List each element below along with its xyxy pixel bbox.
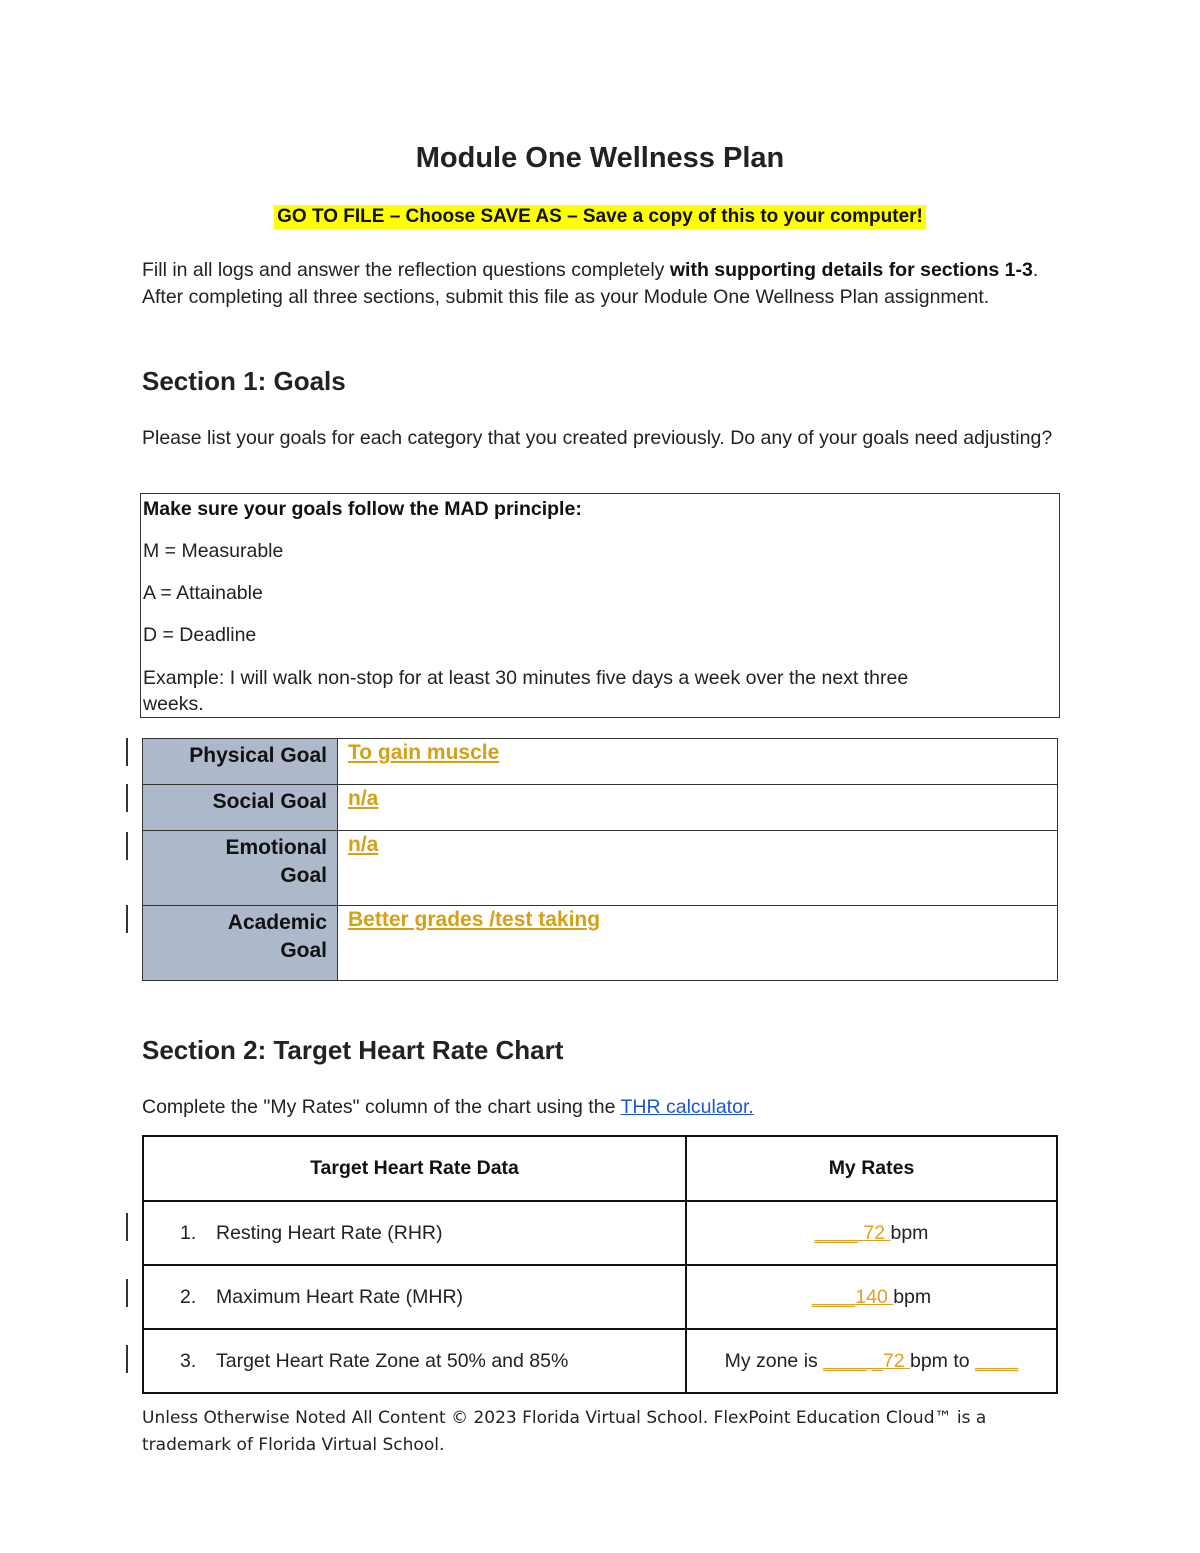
- table-row: [143, 1201, 1057, 1265]
- section1-prompt: Please list your goals for each category that you created previously. Do any of your goals need adjusting?: [142, 427, 1053, 449]
- mad-example-line1: Example: I will walk non-stop for at least 30 minutes five days a week over the next three: [143, 667, 909, 689]
- goal-value-cell[interactable]: [338, 739, 1058, 785]
- mad-principle-box: [140, 493, 1060, 718]
- rate-value-cell[interactable]: ____140 bpm: [686, 1265, 1057, 1329]
- rate-label-cell: 1. Resting Heart Rate (RHR): [143, 1201, 686, 1265]
- highlighted-banner: GO TO FILE – Choose SAVE AS – Save a copy of this to your computer!: [274, 205, 926, 229]
- goal-value-cell[interactable]: [338, 831, 1058, 906]
- table-row: [143, 1265, 1057, 1329]
- rate-value-cell[interactable]: My zone is ____ _72 bpm to ____: [686, 1329, 1057, 1393]
- section2-prompt: [142, 1094, 1062, 1121]
- revision-bar: [126, 1213, 128, 1241]
- goal-label: Academic Goal: [143, 906, 338, 981]
- thr-calculator-link[interactable]: THR calculator.: [620, 1096, 754, 1118]
- rate-label-cell: 3. Target Heart Rate Zone at 50% and 85%: [143, 1329, 686, 1393]
- revision-bar: [126, 738, 128, 766]
- section2-prompt-text: Complete the "My Rates" column of the chart using the: [142, 1096, 621, 1118]
- goal-row-social: [143, 785, 1058, 831]
- mad-measurable: M = Measurable: [143, 540, 284, 562]
- copyright-footer: Unless Otherwise Noted All Content © 2023 Florida Virtual School. FlexPoint Education Cloud™ is a trademark of Florida Virtual School.: [142, 1408, 987, 1455]
- table-row: [143, 1329, 1057, 1393]
- rate-value-cell[interactable]: ____ 72 bpm: [686, 1201, 1057, 1265]
- rate-value[interactable]: 72: [882, 1349, 910, 1372]
- goal-label: Social Goal: [143, 785, 338, 831]
- revision-bar: [126, 1345, 128, 1373]
- goal-value-cell[interactable]: [338, 906, 1058, 981]
- intro-bold-text: with supporting details for sections 1-3: [669, 259, 1033, 281]
- save-instruction: [0, 205, 1200, 229]
- goal-value[interactable]: n/a: [348, 787, 379, 810]
- goal-label: Physical Goal: [143, 739, 338, 785]
- rate-label-cell: 2. Maximum Heart Rate (MHR): [143, 1265, 686, 1329]
- rate-value[interactable]: 140: [855, 1285, 894, 1308]
- revision-bar: [126, 1279, 128, 1307]
- revision-bar: [126, 832, 128, 860]
- goal-row-physical: [143, 739, 1058, 785]
- heart-rate-table: [142, 1135, 1058, 1394]
- goal-label: Emotional Goal: [143, 831, 338, 906]
- mad-attainable: A = Attainable: [143, 582, 263, 604]
- goal-row-emotional: [143, 831, 1058, 906]
- section2-heading: Section 2: Target Heart Rate Chart: [142, 1035, 564, 1065]
- goal-value[interactable]: To gain muscle: [348, 741, 500, 764]
- table-header-row: [143, 1136, 1057, 1201]
- intro-text-end: . After completing all three sections, submit this file as your Module One Wellness Plan assignment.: [142, 259, 1039, 308]
- page-title: Module One Wellness Plan: [415, 142, 785, 174]
- intro-paragraph: [142, 257, 1062, 311]
- column-header: My Rates: [686, 1136, 1057, 1201]
- goal-row-academic: [143, 906, 1058, 981]
- mad-heading: Make sure your goals follow the MAD principle:: [143, 498, 582, 520]
- revision-bar: [126, 905, 128, 933]
- section1-heading: Section 1: Goals: [142, 366, 346, 396]
- mad-example-line2: weeks.: [143, 693, 204, 715]
- revision-bar: [126, 784, 128, 812]
- goal-value[interactable]: Better grades /test taking: [348, 908, 601, 931]
- intro-text: Fill in all logs and answer the reflection questions completely: [142, 259, 670, 281]
- column-header: Target Heart Rate Data: [143, 1136, 686, 1201]
- goals-table: [142, 738, 1058, 981]
- mad-deadline: D = Deadline: [143, 624, 257, 646]
- goal-value[interactable]: n/a: [348, 833, 379, 856]
- goal-value-cell[interactable]: [338, 785, 1058, 831]
- rate-value[interactable]: 72: [863, 1221, 891, 1244]
